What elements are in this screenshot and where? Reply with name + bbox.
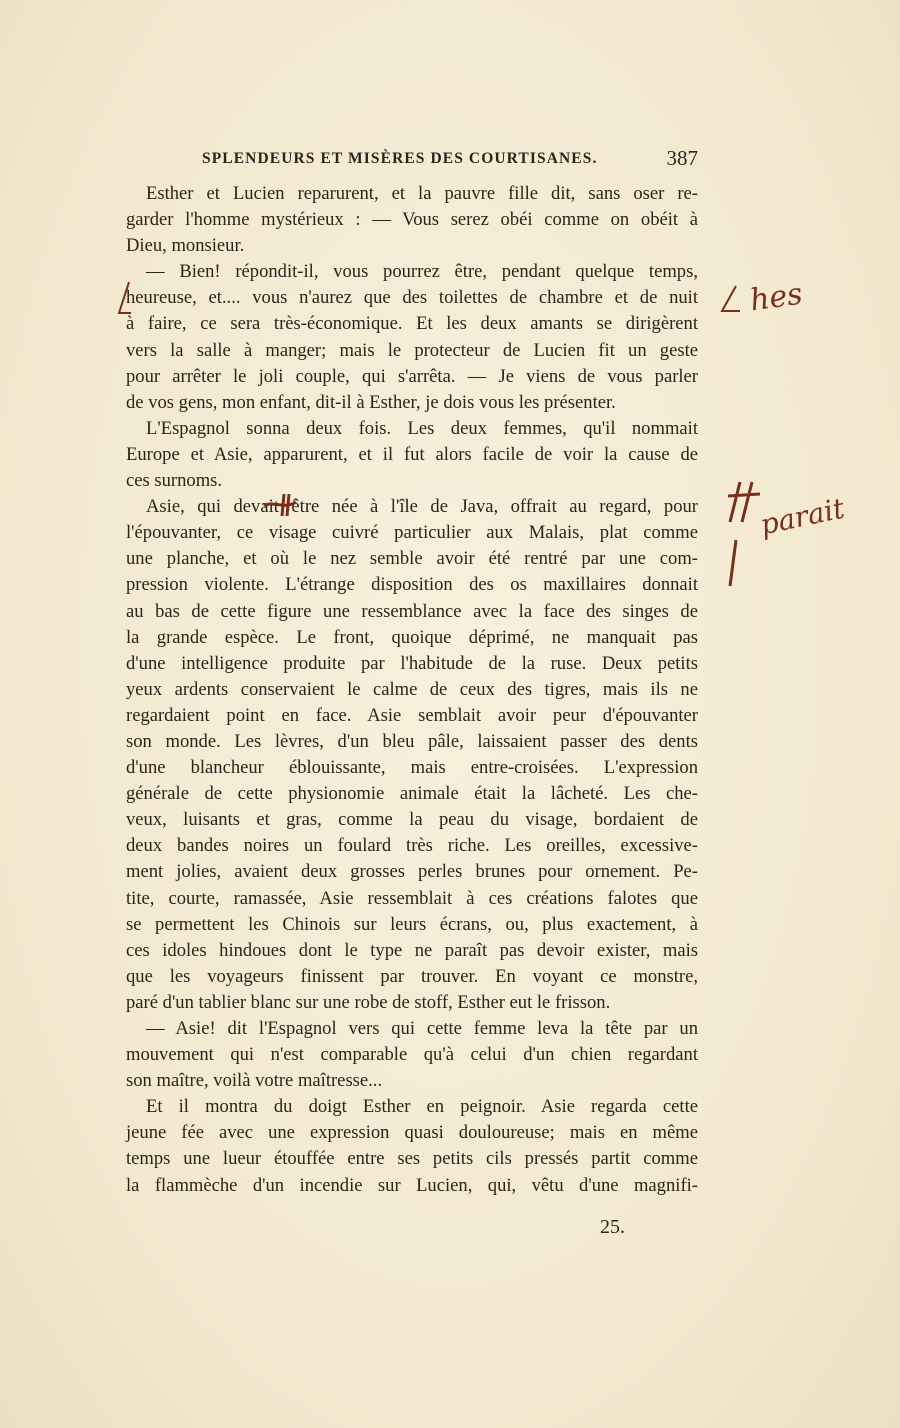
text-line: pour arrêter le joli couple, qui s'arrêta. — Je viens de vous parler	[126, 365, 698, 387]
text-line: regardaient point en face. Asie semblait avoir peur d'épouvanter	[126, 704, 698, 726]
text-line: Asie, qui devait être née à l'île de Java, offrait au regard, pour	[146, 496, 698, 518]
text-line: d'une intelligence produite par l'habitude de la ruse. Deux petits	[126, 652, 698, 674]
text-line: garder l'homme mystérieux : — Vous serez obéi comme on obéit à	[126, 209, 698, 231]
text-line: veux, luisants et gras, comme la peau du visage, bordaient de	[126, 809, 698, 831]
strikethrough-mark-icon	[262, 492, 298, 518]
text-line: à faire, ce sera très-économique. Et les deux amants se dirigèrent	[126, 313, 698, 335]
text-line: — Asie! dit l'Espagnol vers qui cette femme leva la tête par un	[146, 1018, 698, 1039]
running-title: SPLENDEURS ET MISÈRES DES COURTISANES.	[202, 150, 598, 167]
text-line: l'épouvanter, ce visage cuivré particulier aux Malais, plat comme	[126, 522, 698, 544]
text-line: Esther et Lucien reparurent, et la pauvre fille dit, sans oser re-	[146, 183, 698, 204]
text-line: de vos gens, mon enfant, dit-il à Esther, je dois vous les présenter.	[126, 391, 616, 413]
text-line: deux bandes noires un foulard très riche. Les oreilles, excessive-	[126, 835, 698, 857]
text-line: ces idoles hindoues dont le type ne paraît pas devoir exister, mais	[126, 939, 698, 961]
text-line: d'une blancheur éblouissante, mais entre-croisées. L'expression	[126, 757, 698, 779]
insertion-mark-icon	[116, 280, 132, 316]
text-line: heureuse, et.... vous n'aurez que des toilettes de chambre et de nuit	[126, 287, 698, 309]
text-line: paré d'un tablier blanc sur une robe de stoff, Esther eut le frisson.	[126, 991, 611, 1013]
text-line: Europe et Asie, apparurent, et il fut alors facile de voir la cause de	[126, 443, 698, 465]
signature-mark: 25.	[600, 1216, 625, 1238]
text-line: une planche, et où le nez semble avoir été rentré par une com-	[126, 548, 698, 570]
text-line: générale de cette physionomie animale était la lâcheté. Les che-	[126, 783, 698, 805]
text-line: la flammèche d'un incendie sur Lucien, qui, vêtu d'une magnifi-	[126, 1174, 698, 1196]
text-line: son maître, voilà votre maîtresse...	[126, 1070, 383, 1092]
text-line: son monde. Les lèvres, d'un bleu pâle, laissaient passer des dents	[126, 730, 698, 752]
text-line: — Bien! répondit-il, vous pourrez être, pendant quelque temps,	[146, 261, 698, 283]
text-line: jeune fée avec une expression quasi douloureuse; mais en même	[126, 1122, 698, 1144]
text-line: Dieu, monsieur.	[126, 235, 245, 257]
text-line: tite, courte, ramassée, Asie ressemblait à ces créations falotes que	[126, 887, 698, 909]
text-line: yeux ardents conservaient le calme de ceux des tigres, mais ils ne	[126, 678, 698, 700]
text-line: L'Espagnol sonna deux fois. Les deux femmes, qu'il nommait	[146, 417, 698, 439]
text-line: mouvement qui n'est comparable qu'à celui d'un chien regardant	[126, 1044, 698, 1066]
text-line: au bas de cette figure une ressemblance avec la face des singes de	[126, 600, 698, 622]
text-line: que les voyageurs finissent par trouver. En voyant ce monstre,	[126, 965, 698, 987]
margin-note-2: parait	[757, 491, 848, 542]
text-line: Et il montra du doigt Esther en peignoir. Asie regarda cette	[146, 1096, 698, 1118]
margin-insertion-mark-icon	[716, 284, 742, 314]
page-number: 387	[666, 146, 698, 170]
text-line: la grande espèce. Le front, quoique déprimé, ne manquait pas	[126, 626, 698, 648]
text-line: ces surnoms.	[126, 470, 223, 492]
margin-note-1: hes	[747, 276, 805, 319]
text-line: vers la salle à manger; mais le protecteur de Lucien fit un geste	[126, 339, 698, 361]
page-header	[126, 146, 698, 176]
text-line: ment jolies, avaient deux grosses perles brunes pour ornement. Pe-	[126, 861, 698, 883]
body-text	[126, 181, 698, 1199]
text-line: pression violente. L'étrange disposition des os maxillaires donnait	[126, 574, 698, 596]
text-line: temps une lueur étouffée entre ses petits cils pressés partit comme	[126, 1148, 698, 1170]
text-line: se permettent les Chinois sur leurs écrans, ou, plus exactement, à	[126, 913, 698, 935]
